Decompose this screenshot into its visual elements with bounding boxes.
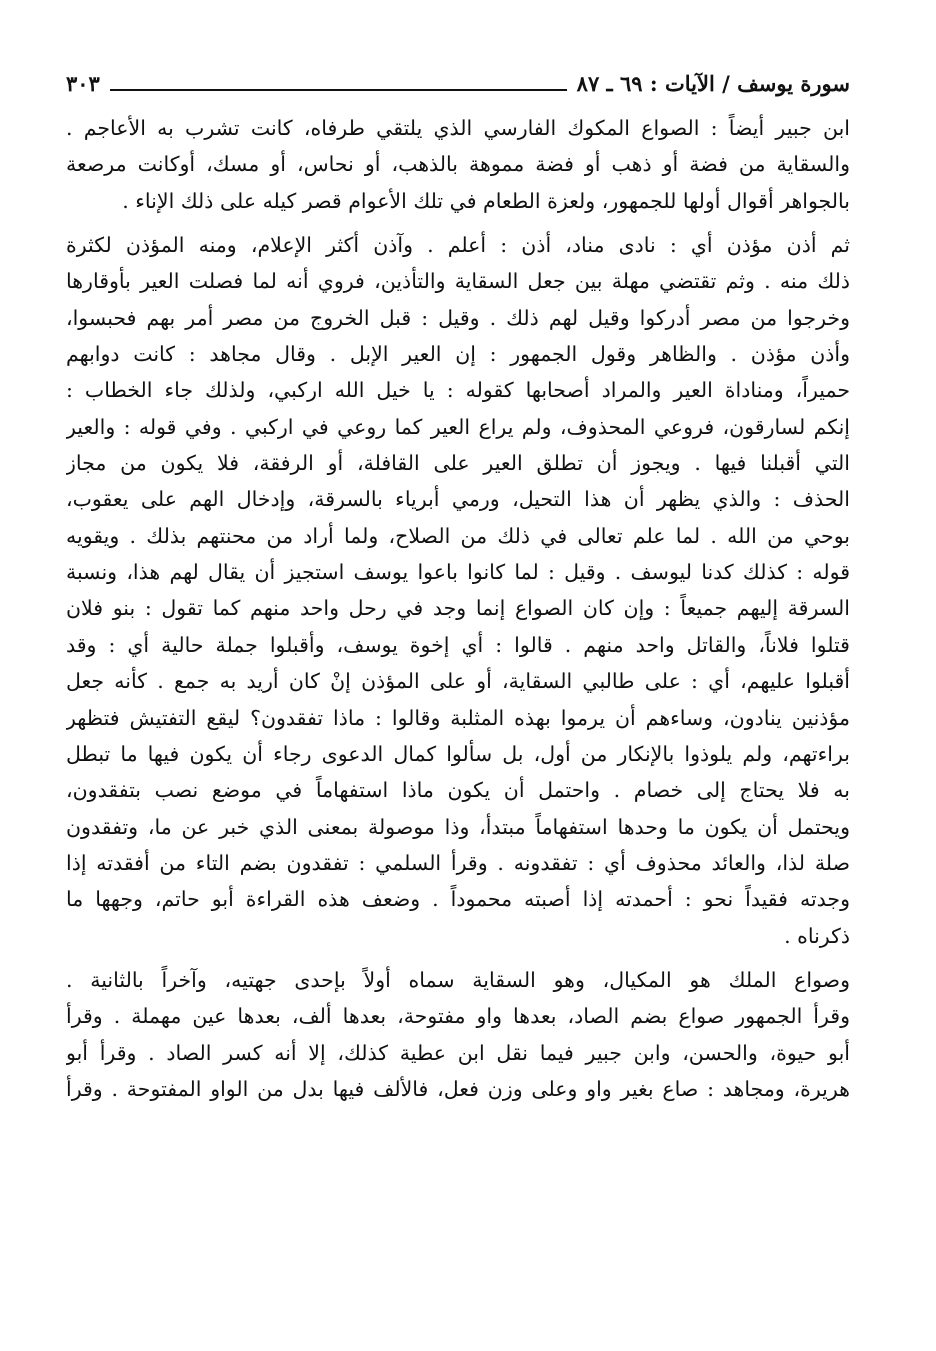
text-line: ويحتمل أن يكون ما وحدها استفهاماً مبتدأ، وذا موصولة بمعنى الذي خبر عن ما، وتفقدون <box>66 814 850 839</box>
paragraph-spacer <box>66 219 850 227</box>
page-header <box>66 58 850 98</box>
text-line: وأذن مؤذن . والظاهر وقول الجمهور : إن العير الإبل . وقال مجاهد : كانت دوابهم <box>66 342 850 367</box>
text-line: السرقة إليهم جميعاً : وإن كان الصواع إنما وجد في رحل واحد منهم كما تقول : بنو فلان <box>66 596 850 621</box>
text-line: وصواع الملك هو المكيال، وهو السقاية سماه أولاً بإحدى جهتيه، وآخراً بالثانية . <box>66 967 850 992</box>
text-line: قتلوا فلاناً، والقاتل واحد منهم . قالوا : أي إخوة يوسف، وأقبلوا جملة حالية أي : وقد <box>66 632 850 657</box>
paragraph <box>66 227 850 954</box>
text-line: والسقاية من فضة أو ذهب أو فضة مموهة بالذهب، أو نحاس، أو مسك، أوكانت مرصعة <box>66 152 850 177</box>
text-line: بالجواهر أقوال أولها للجمهور، ولعزة الطعام في تلك الأعوام قصر كيله على ذلك الإناء . <box>122 188 850 213</box>
text-line: ذلك منه . وثم تقتضي مهلة بين جعل السقاية والتأذين، فروي أنه لما فصلت العير بأوقارها <box>66 269 850 294</box>
text-line: حميراً، ومناداة العير والمراد أصحابها كقوله : يا خيل الله اركبي، ولذلك جاء الخطاب : <box>66 378 850 403</box>
text-line: وجدته فقيداً نحو : أحمدته إذا أصبته محموداً . وضعف هذه القراءة أبو حاتم، وجهها ما <box>66 887 850 912</box>
paragraph-spacer <box>66 954 850 962</box>
text-line: مؤذنين ينادون، وساءهم أن يرموا بهذه المثلبة وقالوا : ماذا تفقدون؟ ليقع التفتيش فتظهر <box>66 705 850 730</box>
text-line: إنكم لسارقون، فروعي المحذوف، ولم يراع العير كما روعي في اركبي . وفي قوله : والعير <box>66 414 850 439</box>
paragraph <box>66 962 850 1107</box>
text-line: وقرأ الجمهور صواع بضم الصاد، بعدها واو مفتوحة، بعدها ألف، بعدها عين مهملة . وقرأ <box>66 1004 850 1029</box>
text-line: الحذف : والذي يظهر أن هذا التحيل، ورمي أبرياء بالسرقة، وإدخال الهم على يعقوب، <box>66 487 850 512</box>
text-line: هريرة، ومجاهد : صاع بغير واو وعلى وزن فعل، فالألف فيها بدل من الواو المفتوحة . وقرأ <box>66 1076 850 1101</box>
text-line: أبو حيوة، والحسن، وابن جبير فيما نقل ابن عطية كذلك، إلا أنه كسر الصاد . وقرأ أبو <box>66 1040 850 1065</box>
text-line: أقبلوا عليهم، أي : على طالبي السقاية، أو على المؤذن إنْ كان أريد به جمع . كأنه جعل <box>66 669 850 694</box>
paragraph <box>66 110 850 219</box>
body-text <box>66 110 850 1107</box>
text-line: براءتهم، ولم يلوذوا بالإنكار من أول، بل سألوا كمال الدعوى رجاء أن يكون فيها ما تبطل <box>66 741 850 766</box>
header-rule <box>110 89 567 91</box>
text-line: التي أقبلنا فيها . ويجوز أن تطلق العير على القافلة، أو الرفقة، فلا يكون من مجاز <box>66 451 850 476</box>
text-line: ابن جبير أيضاً : الصواع المكوك الفارسي الذي يلتقي طرفاه، كانت تشرب به الأعاجم . <box>66 116 850 140</box>
text-line: صلة لذا، والعائد محذوف أي : تفقدونه . وقرأ السلمي : تفقدون بضم التاء من أفقدته إذا <box>66 850 850 875</box>
text-line: به فلا يحتاج إلى خصام . واحتمل أن يكون ماذا استفهاماً في موضع نصب بتفقدون، <box>66 778 850 803</box>
text-line: بوحي من الله . لما علم تعالى في ذلك من الصلاح، ولما أراد من محنتهم بذلك . ويقويه <box>66 523 850 548</box>
text-line: ثم أذن مؤذن أي : نادى مناد، أذن : أعلم . وآذن أكثر الإعلام، ومنه المؤذن لكثرة <box>66 233 850 258</box>
running-title: سورة يوسف / الآيات : ٦٩ ـ ٨٧ <box>576 71 850 96</box>
page-number: ٣٠٣ <box>66 71 100 96</box>
text-line: وخرجوا من مصر أدركوا وقيل لهم ذلك . وقيل : قبل الخروج من مصر أمر بهم فحبسوا، <box>66 305 850 330</box>
text-line: قوله : كذلك كدنا ليوسف . وقيل : لما كانوا باعوا يوسف استجيز أن يقال لهم هذا، ونسبة <box>66 560 850 585</box>
text-line: ذكرناه . <box>784 923 850 948</box>
